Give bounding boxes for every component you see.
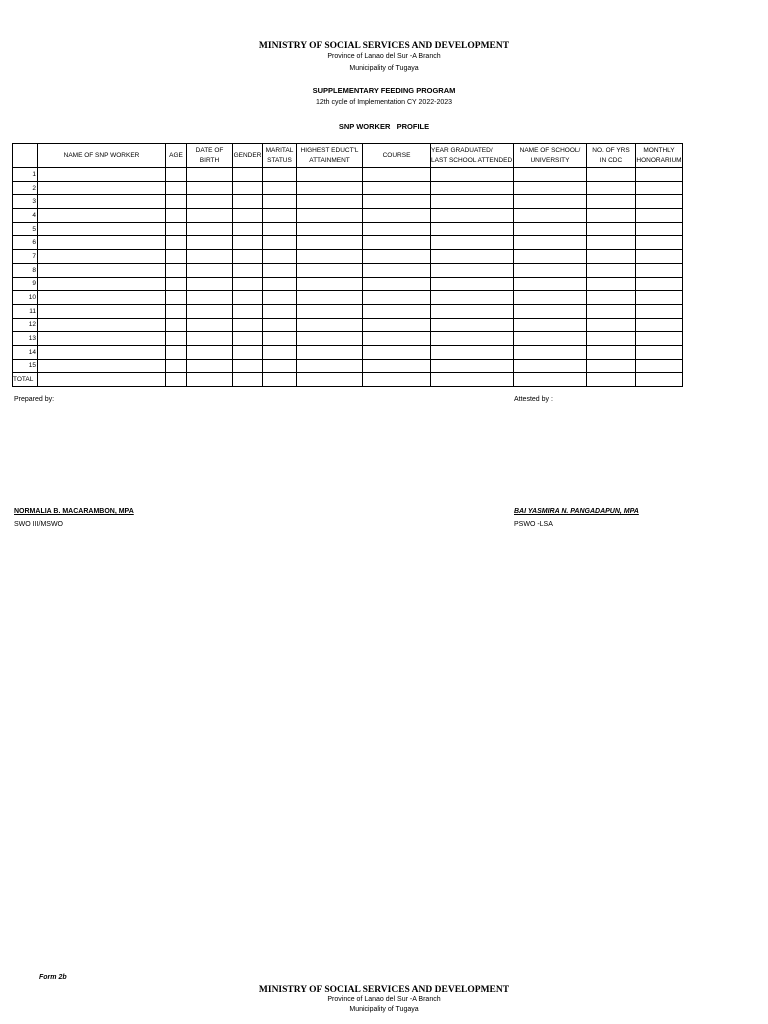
table-cell — [233, 209, 263, 223]
table-cell — [636, 263, 683, 277]
column-header-line2: IN CDC — [599, 156, 623, 164]
table-cell — [187, 345, 233, 359]
table-cell — [431, 209, 514, 223]
table-cell — [636, 277, 683, 291]
table-cell — [587, 263, 636, 277]
table-cell — [38, 359, 166, 373]
table-cell — [587, 277, 636, 291]
table-cell — [431, 359, 514, 373]
table-cell — [514, 168, 587, 182]
table-cell — [166, 236, 187, 250]
table-cell — [514, 277, 587, 291]
table-cell — [263, 345, 297, 359]
table-cell — [587, 209, 636, 223]
table-cell — [431, 195, 514, 209]
row-number: 13 — [13, 332, 38, 346]
row-number: 12 — [13, 318, 38, 332]
column-header — [431, 144, 514, 168]
table-cell — [297, 359, 363, 373]
row-number: 4 — [13, 209, 38, 223]
table-cell — [587, 373, 636, 387]
table-row — [13, 277, 683, 291]
table-cell — [363, 263, 431, 277]
table-cell — [263, 373, 297, 387]
column-header — [187, 144, 233, 168]
row-number: 10 — [13, 291, 38, 305]
table-cell — [514, 222, 587, 236]
table-cell — [636, 291, 683, 305]
table-cell — [636, 236, 683, 250]
table-cell — [514, 209, 587, 223]
row-number: 2 — [13, 181, 38, 195]
table-cell — [233, 168, 263, 182]
table-cell — [514, 291, 587, 305]
column-header-line1: DATE OF — [195, 146, 224, 154]
snp-worker-table — [12, 143, 683, 387]
table-cell — [38, 345, 166, 359]
table-cell — [587, 195, 636, 209]
table-cell — [431, 332, 514, 346]
table-cell — [363, 222, 431, 236]
table-row — [13, 181, 683, 195]
table-cell — [187, 209, 233, 223]
table-cell — [38, 195, 166, 209]
preparer-name: NORMALIA B. MACARAMBON, MPA — [14, 508, 134, 515]
column-header-line2: BIRTH — [199, 156, 220, 164]
table-cell — [166, 250, 187, 264]
total-row — [13, 373, 683, 387]
row-number: 6 — [13, 236, 38, 250]
table-cell — [297, 250, 363, 264]
table-row — [13, 250, 683, 264]
footer-province-line: Province of Lanao del Sur -A Branch — [327, 996, 441, 1003]
table-cell — [38, 168, 166, 182]
municipality-line: Municipality of Tugaya — [349, 65, 419, 72]
table-cell — [187, 250, 233, 264]
table-cell — [363, 345, 431, 359]
table-row — [13, 291, 683, 305]
table-cell — [233, 373, 263, 387]
table-cell — [166, 181, 187, 195]
cycle-line: 12th cycle of Implementation CY 2022-2023 — [315, 99, 453, 106]
table-cell — [297, 304, 363, 318]
table-cell — [297, 181, 363, 195]
row-number: 7 — [13, 250, 38, 264]
table-cell — [233, 345, 263, 359]
table-cell — [363, 277, 431, 291]
table-cell — [587, 181, 636, 195]
table-cell — [514, 195, 587, 209]
column-header-line1: YEAR GRADUATED/ — [431, 146, 493, 154]
table-row — [13, 222, 683, 236]
table-cell — [233, 181, 263, 195]
table-cell — [263, 291, 297, 305]
table-cell — [514, 263, 587, 277]
table-row — [13, 195, 683, 209]
table-cell — [514, 359, 587, 373]
table-cell — [263, 168, 297, 182]
column-header — [297, 144, 363, 168]
table-cell — [263, 236, 297, 250]
table-cell — [636, 250, 683, 264]
ministry-title: MINISTRY OF SOCIAL SERVICES AND DEVELOPMENT — [258, 41, 510, 51]
table-row — [13, 168, 683, 182]
profile-title: SNP WORKER PROFILE — [338, 122, 430, 131]
table-cell — [431, 263, 514, 277]
prepared-by-label: Prepared by: — [14, 396, 55, 403]
table-cell — [363, 359, 431, 373]
table-cell — [38, 222, 166, 236]
table-cell — [514, 332, 587, 346]
row-number: 8 — [13, 263, 38, 277]
table-cell — [297, 263, 363, 277]
table-cell — [187, 263, 233, 277]
table-cell — [233, 195, 263, 209]
table-cell — [233, 318, 263, 332]
preparer-position: SWO III/MSWO — [14, 521, 63, 528]
column-header-line1: NO. OF YRS — [592, 146, 630, 154]
table-cell — [233, 222, 263, 236]
row-number: 5 — [13, 222, 38, 236]
table-cell — [263, 209, 297, 223]
attester-position: PSWO -LSA — [514, 521, 553, 528]
footer-ministry-title: MINISTRY OF SOCIAL SERVICES AND DEVELOPMENT — [258, 985, 510, 995]
table-cell — [431, 222, 514, 236]
table-cell — [363, 236, 431, 250]
table-cell — [166, 318, 187, 332]
table-row — [13, 345, 683, 359]
table-cell — [187, 359, 233, 373]
table-row — [13, 263, 683, 277]
table-cell — [263, 263, 297, 277]
column-header-line2: ATTAINMENT — [309, 156, 350, 164]
table-cell — [166, 209, 187, 223]
table-cell — [297, 345, 363, 359]
table-cell — [263, 181, 297, 195]
table-cell — [233, 250, 263, 264]
table-cell — [514, 250, 587, 264]
table-cell — [587, 332, 636, 346]
table-cell — [297, 291, 363, 305]
form-label: Form 2b — [39, 974, 67, 981]
column-header-line1: NAME OF SNP WORKER — [63, 151, 140, 159]
table-cell — [38, 277, 166, 291]
footer-municipality-line: Municipality of Tugaya — [349, 1006, 419, 1013]
column-header-line2: UNIVERSITY — [530, 156, 570, 164]
table-cell — [297, 168, 363, 182]
table-cell — [297, 318, 363, 332]
table-cell — [587, 222, 636, 236]
table-cell — [297, 332, 363, 346]
table-cell — [636, 168, 683, 182]
column-header-line2: LAST SCHOOL ATTENDED — [431, 156, 513, 164]
table-cell — [263, 332, 297, 346]
table-cell — [263, 304, 297, 318]
row-number: 1 — [13, 168, 38, 182]
table-cell — [166, 291, 187, 305]
column-header-line2: HONORARIUM — [636, 156, 682, 164]
table-cell — [263, 277, 297, 291]
table-cell — [431, 304, 514, 318]
column-header — [363, 144, 431, 168]
table-cell — [636, 332, 683, 346]
table-row — [13, 359, 683, 373]
column-header-line1: MONTHLY — [643, 146, 675, 154]
attester-name: BAI YASMIRA N. PANGADAPUN, MPA — [514, 508, 639, 515]
column-header-line1: MARITAL — [265, 146, 294, 154]
table-cell — [233, 291, 263, 305]
table-cell — [297, 222, 363, 236]
column-header — [13, 144, 38, 168]
table-cell — [636, 373, 683, 387]
column-header-line1: COURSE — [382, 151, 411, 159]
table-cell — [187, 168, 233, 182]
table-cell — [587, 345, 636, 359]
table-cell — [233, 332, 263, 346]
table-cell — [187, 332, 233, 346]
column-header — [587, 144, 636, 168]
table-cell — [166, 263, 187, 277]
table-cell — [514, 181, 587, 195]
table-cell — [233, 304, 263, 318]
column-header — [263, 144, 297, 168]
table-cell — [587, 359, 636, 373]
table-cell — [187, 181, 233, 195]
row-number: 11 — [13, 304, 38, 318]
table-cell — [187, 304, 233, 318]
table-cell — [233, 359, 263, 373]
table-cell — [38, 236, 166, 250]
column-header-line1: NAME OF SCHOOL/ — [519, 146, 581, 154]
table-cell — [636, 304, 683, 318]
table-cell — [233, 263, 263, 277]
column-header — [514, 144, 587, 168]
table-cell — [166, 373, 187, 387]
table-cell — [187, 195, 233, 209]
table-cell — [166, 304, 187, 318]
table-cell — [587, 304, 636, 318]
table-cell — [166, 359, 187, 373]
province-line: Province of Lanao del Sur -A Branch — [327, 53, 441, 60]
table-cell — [38, 318, 166, 332]
column-header-line1: AGE — [169, 151, 183, 159]
table-cell — [166, 332, 187, 346]
table-row — [13, 318, 683, 332]
total-label: TOTAL — [13, 373, 38, 387]
table-cell — [187, 236, 233, 250]
table-cell — [187, 373, 233, 387]
table-cell — [187, 277, 233, 291]
table-cell — [38, 373, 166, 387]
table-cell — [431, 291, 514, 305]
column-header-line1: GENDER — [233, 151, 262, 159]
table-cell — [233, 277, 263, 291]
table-cell — [38, 250, 166, 264]
table-cell — [187, 291, 233, 305]
table-cell — [514, 318, 587, 332]
table-cell — [297, 195, 363, 209]
table-cell — [297, 277, 363, 291]
table-cell — [431, 236, 514, 250]
table-cell — [431, 318, 514, 332]
table-cell — [587, 168, 636, 182]
table-cell — [363, 181, 431, 195]
table-cell — [636, 359, 683, 373]
table-cell — [363, 291, 431, 305]
table-cell — [263, 318, 297, 332]
table-cell — [187, 318, 233, 332]
table-cell — [514, 345, 587, 359]
table-cell — [166, 168, 187, 182]
table-cell — [514, 304, 587, 318]
table-cell — [431, 168, 514, 182]
table-cell — [587, 291, 636, 305]
row-number: 3 — [13, 195, 38, 209]
table-cell — [166, 345, 187, 359]
table-cell — [431, 345, 514, 359]
table-cell — [431, 181, 514, 195]
table-cell — [636, 345, 683, 359]
column-header — [636, 144, 683, 168]
table-row — [13, 236, 683, 250]
table-cell — [297, 236, 363, 250]
table-cell — [363, 318, 431, 332]
table-cell — [636, 181, 683, 195]
table-cell — [363, 209, 431, 223]
table-cell — [166, 195, 187, 209]
program-title: SUPPLEMENTARY FEEDING PROGRAM — [312, 86, 456, 95]
table-cell — [38, 263, 166, 277]
row-number: 9 — [13, 277, 38, 291]
table-cell — [38, 304, 166, 318]
table-cell — [514, 373, 587, 387]
table-cell — [166, 277, 187, 291]
table-cell — [636, 222, 683, 236]
table-cell — [263, 222, 297, 236]
table-cell — [431, 250, 514, 264]
table-header-row — [13, 144, 683, 168]
table-cell — [263, 250, 297, 264]
table-cell — [363, 373, 431, 387]
column-header — [38, 144, 166, 168]
table-cell — [263, 359, 297, 373]
table-cell — [636, 318, 683, 332]
attested-by-label: Attested by : — [514, 396, 553, 403]
table-cell — [297, 373, 363, 387]
table-cell — [587, 236, 636, 250]
table-cell — [363, 250, 431, 264]
table-cell — [514, 236, 587, 250]
table-cell — [363, 195, 431, 209]
column-header — [233, 144, 263, 168]
table-cell — [363, 332, 431, 346]
table-cell — [297, 209, 363, 223]
table-cell — [38, 209, 166, 223]
table-cell — [431, 277, 514, 291]
table-row — [13, 209, 683, 223]
row-number: 14 — [13, 345, 38, 359]
table-cell — [38, 291, 166, 305]
table-cell — [636, 209, 683, 223]
table-cell — [38, 181, 166, 195]
table-cell — [233, 236, 263, 250]
table-row — [13, 332, 683, 346]
table-cell — [636, 195, 683, 209]
column-header-line2: STATUS — [267, 156, 292, 164]
table-cell — [263, 195, 297, 209]
column-header — [166, 144, 187, 168]
table-cell — [363, 168, 431, 182]
table-cell — [38, 332, 166, 346]
table-cell — [363, 304, 431, 318]
table-row — [13, 304, 683, 318]
table-cell — [187, 222, 233, 236]
row-number: 15 — [13, 359, 38, 373]
table-cell — [166, 222, 187, 236]
table-cell — [587, 250, 636, 264]
column-header-line1: HIGHEST EDUCT'L — [300, 146, 359, 154]
table-cell — [431, 373, 514, 387]
table-cell — [587, 318, 636, 332]
